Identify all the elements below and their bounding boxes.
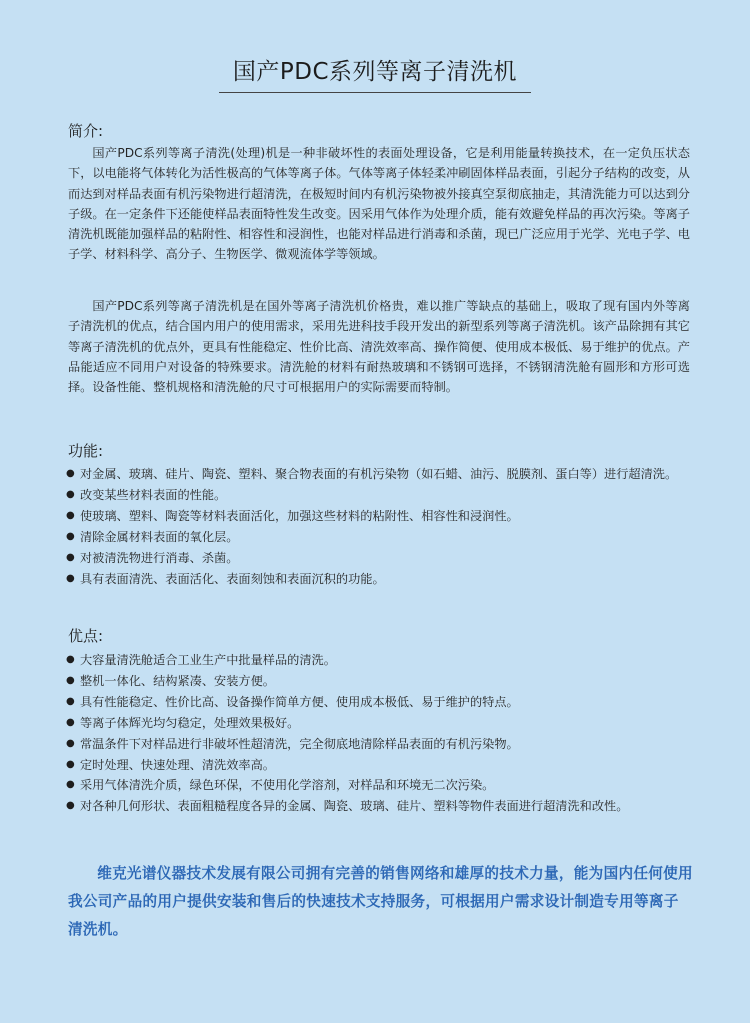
- list-item: ● 采用气体清洗介质，绿色环保，不使用化学溶剂，对样品和环境无二次污染。: [66, 775, 692, 796]
- page-title: 国产PDC系列等离子清洗机: [232, 59, 518, 85]
- list-item: ● 对被清洗物进行消毒、杀菌。: [66, 548, 692, 569]
- list-item: ● 等离子体辉光均匀稳定，处理效果极好。: [66, 713, 692, 734]
- bullet-icon: ●: [66, 509, 75, 521]
- list-item: ● 定时处理、快速处理、清洗效率高。: [66, 755, 692, 776]
- bullet-icon: ●: [66, 695, 75, 707]
- bullet-icon: ●: [66, 674, 75, 686]
- intro-paragraph-2: 国产PDC系列等离子清洗机是在国外等离子清洗机价格贵，难以推广等缺点的基础上，吸取了现有国内外等离子清洗机的优点，结合国内用户的使用需求，采用先进科技手段开发出的新型系列等离子清洗机。该产品除拥有其它等离子清洗机的优点外，更具有性能稳定、性价比高、清洗效率高、操作简便、使用成本极低、易于维护的优点。产品能适应不同用户对设备的特殊要求。清洗舱的材料有耐热玻璃和不锈钢可选择，不锈钢清洗舱有圆形和方形可选择。设备性能、整机规格和清洗舱的尺寸可根据用户的实际需要而特制。: [68, 299, 690, 395]
- list-item: ● 大容量清洗舱适合工业生产中批量样品的清洗。: [66, 650, 692, 671]
- list-item: ● 具有性能稳定、性价比高、设备操作简单方便、使用成本极低、易于维护的特点。: [66, 692, 692, 713]
- bullet-icon: ●: [66, 488, 75, 500]
- functions-list: [66, 464, 692, 589]
- advantages-heading: 优点:: [68, 627, 104, 645]
- bullet-icon: ●: [66, 779, 75, 791]
- list-item: ● 对金属、玻璃、硅片、陶瓷、塑料、聚合物表面的有机污染物（如石蜡、油污、脱膜剂、蛋白等）进行超清洗。: [66, 464, 692, 485]
- bullet-icon: ●: [66, 551, 75, 563]
- intro-paragraph-1: 国产PDC系列等离子清洗(处理)机是一种非破坏性的表面处理设备，它是利用能量转换技术，在一定负压状态下，以电能将气体转化为活性极高的气体等离子体。气体等离子体轻柔冲刷固体样品表面，引起分子结构的改变，从而达到对样品表面有机污染物进行超清洗，在极短时间内有机污染物被外接真空泵彻底抽走，其清洗能力可以达到分子级。在一定条件下还能使样品表面特性发生改变。因采用气体作为处理介质，能有效避免样品的再次污染。等离子清洗机既能加强样品的粘附性、相容性和浸润性，也能对样品进行消毒和杀菌，现已广泛应用于光学、光电子学、电子学、材料科学、高分子、生物医学、微观流体学等领域。: [68, 146, 690, 262]
- list-item: ● 使玻璃、塑料、陶瓷等材料表面活化，加强这些材料的粘附性、相容性和浸润性。: [66, 506, 692, 527]
- bullet-icon: ●: [66, 572, 75, 584]
- list-item: ● 整机一体化、结构紧凑、安装方便。: [66, 671, 692, 692]
- company-statement: 维克光谱仪器技术发展有限公司拥有完善的销售网络和雄厚的技术力量，能为国内任何使用我公司产品的用户提供安装和售后的快速技术支持服务，可根据用户需求设计制造专用等离子清洗机。: [68, 865, 693, 938]
- title-underline: [219, 92, 531, 93]
- bullet-icon: ●: [66, 530, 75, 542]
- advantages-list: [66, 650, 692, 817]
- list-item: ● 改变某些材料表面的性能。: [66, 485, 692, 506]
- functions-heading: 功能:: [68, 442, 104, 460]
- bullet-icon: ●: [66, 800, 75, 812]
- list-item: ● 具有表面清洗、表面活化、表面刻蚀和表面沉积的功能。: [66, 569, 692, 590]
- intro-heading: 简介:: [68, 122, 104, 140]
- bullet-icon: ●: [66, 716, 75, 728]
- bullet-icon: ●: [66, 468, 75, 479]
- list-item: ● 清除金属材料表面的氧化层。: [66, 527, 692, 548]
- bullet-icon: ●: [66, 654, 75, 665]
- bullet-icon: ●: [66, 737, 75, 749]
- bullet-icon: ●: [66, 758, 75, 770]
- list-item: ● 对各种几何形状、表面粗糙程度各异的金属、陶瓷、玻璃、硅片、塑料等物件表面进行超清洗和改性。: [66, 796, 692, 817]
- list-item: ● 常温条件下对样品进行非破坏性超清洗，完全彻底地清除样品表面的有机污染物。: [66, 734, 692, 755]
